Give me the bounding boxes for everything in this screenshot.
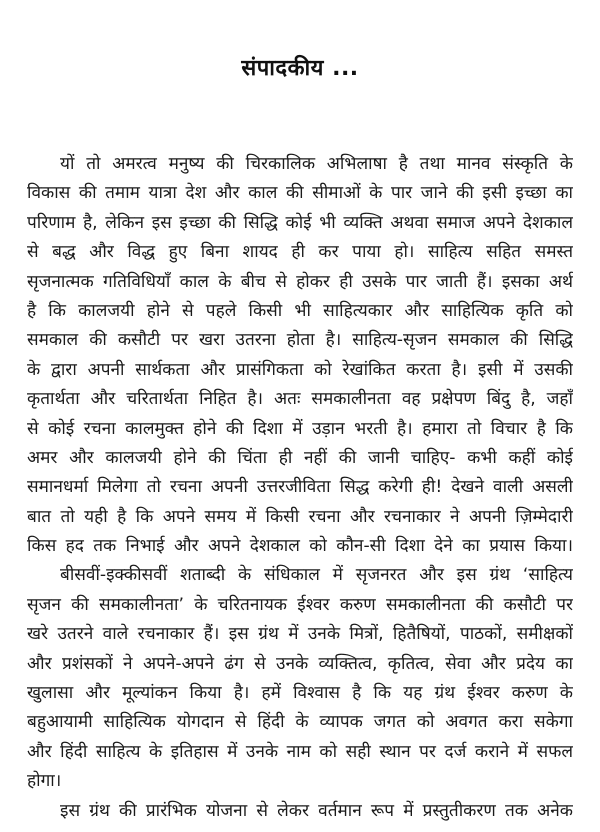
text-line: परिणाम है, लेकिन इस इच्छा की सिद्धि कोई भी व्यक्ति अथवा समाज अपने देशकाल <box>27 212 573 233</box>
editorial-body <box>27 150 573 826</box>
text-line: सृजनात्मक गतिविधियाँ काल के बीच से होकर ही उसके पार जाती हैं। इसका अर्थ <box>27 271 573 292</box>
text-line: बात तो यही है कि अपने समय में किसी रचना और रचनाकार ने अपनी ज़िम्मेदारी <box>27 506 573 527</box>
text-line: समानधर्मा मिलेगा तो रचना अपनी उत्तरजीविता सिद्ध करेगी ही! देखने वाली असली <box>27 477 573 498</box>
text-line: सृजन की समकालीनता’ के चरितनायक ईश्वर करुण समकालीनता की कसौटी पर <box>27 594 573 615</box>
text-line: और प्रशंसकों ने अपने-अपने ढंग से उनके व्यक्तित्व, कृतित्व, सेवा और प्रदेय का <box>27 653 573 674</box>
text-line: किस हद तक निभाई और अपने देशकाल को कौन-सी दिशा देने का प्रयास किया। <box>27 536 573 557</box>
text-line: बहुआयामी साहित्यिक योगदान से हिंदी के व्यापक जगत को अवगत करा सकेगा <box>27 712 573 733</box>
paragraph-3 <box>27 797 573 826</box>
text-line: खुलासा और मूल्यांकन किया है। हमें विश्वास है कि यह ग्रंथ ईश्वर करुण के <box>27 683 573 704</box>
page-title: संपादकीय ... <box>241 56 359 81</box>
text-line: इस ग्रंथ की प्रारंभिक योजना से लेकर वर्तमान रूप में प्रस्तुतीकरण तक अनेक <box>60 800 573 821</box>
text-line: और हिंदी साहित्य के इतिहास में उनके नाम को सही स्थान पर दर्ज कराने में सफल <box>27 741 573 762</box>
text-line: खरे उतरने वाले रचनाकार हैं। इस ग्रंथ में उनके मित्रों, हितैषियों, पाठकों, समीक्षकों <box>27 624 573 645</box>
text-line: होगा। <box>27 771 62 792</box>
text-line: बीसवीं-इक्कीसवीं शताब्दी के संधिकाल में सृजनरत और इस ग्रंथ ‘साहित्य <box>60 565 573 586</box>
paragraph-1 <box>27 150 573 561</box>
text-line: समकाल की कसौटी पर खरा उतरना होता है। साहित्य-सृजन समकाल की सिद्धि <box>27 330 573 351</box>
text-line: से बद्ध और विद्ध हुए बिना शायद ही कर पाया हो। साहित्य सहित समस्त <box>27 242 573 263</box>
text-line: के द्वारा अपनी सार्थकता और प्रासंगिकता को रेखांकित करता है। इसी में उसकी <box>27 359 573 380</box>
text-line: से कोई रचना कालमुक्त होने की दिशा में उड़ान भरती है। हमारा तो विचार है कि <box>27 418 573 439</box>
text-line: विकास की तमाम यात्रा देश और काल की सीमाओं के पार जाने की इसी इच्छा का <box>27 183 573 204</box>
text-line: कृतार्थता और चरितार्थता निहित है। अतः समकालीनता वह प्रक्षेपण बिंदु है, जहाँ <box>27 389 573 410</box>
text-line: यों तो अमरत्व मनुष्य की चिरकालिक अभिलाषा है तथा मानव संस्कृति के <box>60 154 573 174</box>
text-line: है कि कालजयी होने से पहले किसी भी साहित्यकार और साहित्यिक कृति को <box>27 300 573 321</box>
text-line: अमर और कालजयी होने की चिंता ही नहीं की जानी चाहिए- कभी कहीं कोई <box>27 447 573 468</box>
paragraph-2 <box>27 561 573 796</box>
